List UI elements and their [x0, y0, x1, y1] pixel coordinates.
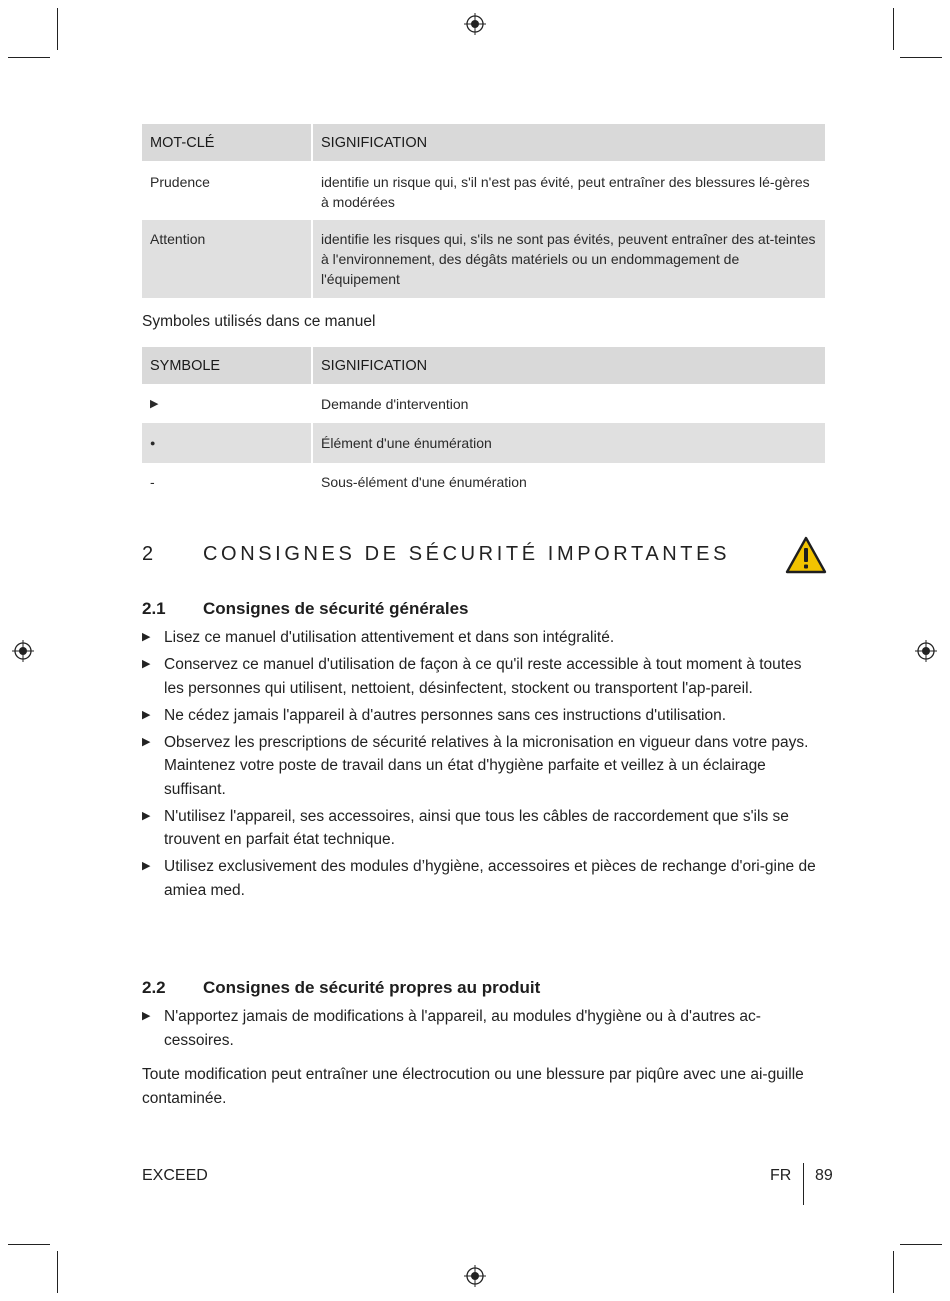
- crop-mark: [900, 1244, 942, 1245]
- table-row: [142, 161, 825, 220]
- list-item: ▶ Lisez ce manuel d'utilisation attentivement et dans son intégralité.: [142, 626, 825, 650]
- arrow-bullet-icon: ▶: [142, 708, 151, 721]
- crop-mark: [900, 57, 942, 58]
- registration-mark-icon: [464, 13, 486, 35]
- table-row: [142, 463, 825, 501]
- table-row: [142, 220, 825, 298]
- keyword-cell: Attention: [142, 220, 312, 298]
- list-item: ▶ Ne cédez jamais l'appareil à d'autres personnes sans ces instructions d'utilisation.: [142, 704, 825, 728]
- list-item: ▶ N'apportez jamais de modifications à l'appareil, au modules d'hygiène ou à d'autres ac-cessoires.: [142, 1005, 825, 1052]
- meaning-header: SIGNIFICATION: [312, 124, 825, 161]
- page-number: 89: [815, 1167, 833, 1184]
- registration-mark-icon: [12, 640, 34, 662]
- warning-paragraph: Toute modification peut entraîner une électrocution ou une blessure par piqûre avec une ai-guille contaminée.: [142, 1066, 804, 1107]
- table-row: [142, 384, 825, 423]
- registration-mark-icon: [915, 640, 937, 662]
- arrow-bullet-icon: ▶: [142, 809, 151, 822]
- table-row: [142, 423, 825, 463]
- section-number: 2: [142, 543, 155, 565]
- arrow-bullet-icon: ▶: [142, 860, 151, 872]
- crop-mark: [893, 8, 894, 50]
- list-item: ▶ Conservez ce manuel d'utilisation de façon à ce qu'il reste accessible à tout moment à toutes les personnes qui utilisent, nettoient, désinfectent, stockent ou transportent l'ap-pareil.: [142, 653, 825, 700]
- symbol-header: SYMBOLE: [142, 347, 312, 384]
- keyword-header: MOT-CLÉ: [142, 124, 312, 161]
- footer-brand: EXCEED: [142, 1167, 208, 1184]
- symbols-caption: Symboles utilisés dans ce manuel: [142, 313, 376, 330]
- arrow-bullet-icon: ▶: [142, 658, 151, 670]
- symbol-cell: ▶: [142, 384, 312, 423]
- symbol-cell: ●: [142, 423, 312, 463]
- footer-divider: [803, 1163, 804, 1205]
- meaning-cell: Élément d'une énumération: [312, 423, 825, 463]
- arrow-bullet-icon: ▶: [142, 1010, 151, 1022]
- symbol-cell: -: [142, 463, 312, 501]
- section-title: CONSIGNES DE SÉCURITÉ IMPORTANTES: [203, 543, 731, 565]
- arrow-bullet-icon: ▶: [142, 631, 151, 643]
- meaning-cell: Demande d'intervention: [321, 395, 469, 412]
- crop-mark: [8, 57, 50, 58]
- subsection-title: Consignes de sécurité générales: [203, 599, 469, 618]
- crop-mark: [57, 1251, 58, 1293]
- warning-triangle-icon: [785, 536, 827, 574]
- keyword-cell: Prudence: [142, 161, 312, 220]
- list-item: ▶ N'utilisez l'appareil, ses accessoires, ainsi que tous les câbles de raccordement que s'ils se trouvent en parfait état technique.: [142, 805, 825, 852]
- arrow-bullet-icon: ▶: [142, 735, 151, 748]
- subsection-title: Consignes de sécurité propres au produit: [203, 978, 541, 997]
- registration-mark-icon: [464, 1265, 486, 1287]
- subsection-number: 2.1: [142, 599, 166, 618]
- crop-mark: [57, 8, 58, 50]
- subsection-number: 2.2: [142, 978, 166, 997]
- meaning-header: SIGNIFICATION: [312, 347, 825, 384]
- list-item: ▶ Observez les prescriptions de sécurité relatives à la micronisation en vigueur dans votre pays. Maintenez votre poste de travail dans un état d'hygiène parfaite et veillez à un éclairage suffisant.: [142, 731, 825, 802]
- meaning-cell: identifie les risques qui, s'ils ne sont pas évités, peuvent entraîner des at-teintes à l'environnement, des dégâts matériels ou un endommagement de l'équipement: [312, 220, 825, 298]
- footer-language: FR: [770, 1167, 792, 1184]
- crop-mark: [8, 1244, 50, 1245]
- list-item: ▶ Utilisez exclusivement des modules d’hygiène, accessoires et pièces de rechange d'ori-gine de amiea med.: [142, 855, 825, 902]
- meaning-cell: identifie un risque qui, s'il n'est pas évité, peut entraîner des blessures lé-gères à modérées: [321, 174, 810, 210]
- product-safety-list: [142, 1005, 825, 1056]
- symbol-table: [142, 347, 825, 501]
- crop-mark: [893, 1251, 894, 1293]
- meaning-cell: Sous-élément d'une énumération: [321, 474, 527, 490]
- general-safety-list: [142, 626, 825, 906]
- keyword-table: [142, 124, 825, 298]
